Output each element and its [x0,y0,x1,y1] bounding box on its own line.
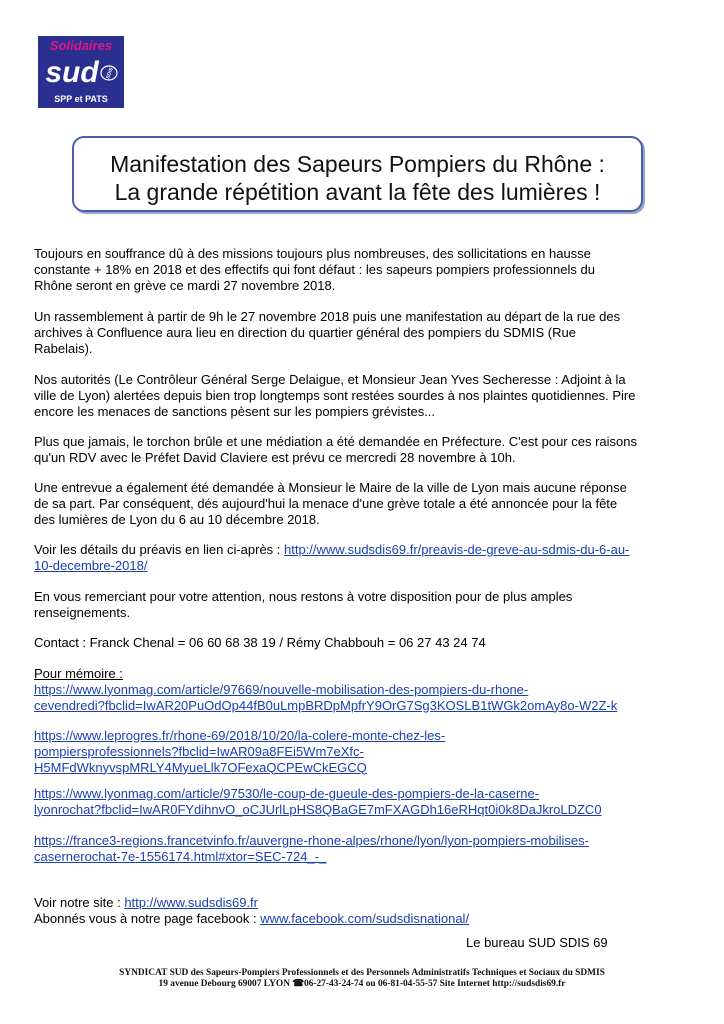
title-line-2: La grande répétition avant la fête des lumières ! [114,179,601,205]
paragraph-line: encore les menaces de sanctions pèsent sur les pompiers grévistes... [34,403,436,419]
footer-line-1: SYNDICAT SUD des Sapeurs-Pompiers Professionnels et des Personnels Administratifs Techniques et Sociaux du SDMIS [119,968,605,978]
preavis-line [34,542,674,558]
memo-link-3-continued[interactable]: lyonrochat?fbclid=IwAR0FYdihnvO_oCJUrlLpHS8QBaGE7mFXAGDh16eRHqt0i0k8DaJkroLDZC0 [34,801,602,817]
preavis-paragraph [34,542,674,574]
memo-link-2-block [34,728,674,775]
preavis-text: Voir les détails du préavis en lien ci-après : [34,542,285,557]
thanks-paragraph [34,589,674,621]
title-box [72,136,643,212]
preavis-link-continued[interactable]: 10-decembre-2018/ [34,557,148,573]
memo-link-4[interactable]: https://france3-regions.francetvinfo.fr/auvergne-rhone-alpes/rhone/lyon/lyon-pompiers-mobilises- [34,833,589,848]
memo-link-2-continued[interactable]: H5MFdWknyvspMRLY4MyueLlk7OFexaQCPEwCkEGCQ [34,759,367,775]
contact-text: Contact : Franck Chenal = 06 60 68 38 19 / Rémy Chabbouh = 06 27 43 24 74 [34,635,486,650]
memo-link-4-continued[interactable]: casernerochat-7e-1556174.html#xtor=SEC-724_-_ [34,848,327,864]
paragraph-line: Rhône seront en grève ce mardi 27 novembre 2018. [34,277,336,293]
site-label: Voir notre site : [34,895,125,910]
site-line [34,895,674,911]
memo-link-4-block [34,833,674,865]
memo-block [34,666,674,713]
paragraph-line: Une entrevue a également été demandée à Monsieur le Maire de la ville de Lyon mais aucune réponse [34,480,627,495]
memo-link-1[interactable]: https://www.lyonmag.com/article/97669/nouvelle-mobilisation-des-pompiers-du-rhone- [34,681,529,697]
paragraph-line: des lumières de Lyon du 6 au 10 décembre 2018. [34,511,320,527]
paragraph-1 [34,246,674,293]
paragraph-line: Nos autorités (Le Contrôleur Général Serge Delaigue, et Monsieur Jean Yves Secheresse : Adjoint à la [34,372,626,387]
facebook-line [34,911,674,927]
logo-main-text: sud [45,56,99,89]
logo-bottom-text: SPP et PATS [54,94,108,104]
paragraph-line: constante + 18% en 2018 et des effectifs qui font défaut : les sapeurs pompiers professionnels du [34,261,595,277]
paragraph-line: Rabelais). [34,340,93,356]
memo-link-1-continued[interactable]: cevendredi?fbclid=IwAR20PuOdOp44fB0uLmpBRDpMpfrY9OrG7Sg3KOSLB1tWGk2omAy8o-W2Z-k [34,697,618,713]
title-line-1: Manifestation des Sapeurs Pompiers du Rhône : [110,151,605,177]
paragraph-line: Plus que jamais, le torchon brûle et une médiation a été demandée en Préfecture. C'est pour ces raisons [34,434,637,449]
site-block [34,895,674,927]
paragraph-line: de sa part. Par conséquent, dés aujourd'hui la menace d'une grève totale a été annoncée pour la fête [34,495,618,511]
contact-line [34,635,674,651]
memo-heading: Pour mémoire : [34,666,123,681]
memo-link-3[interactable]: https://www.lyonmag.com/article/97530/le-coup-de-gueule-des-pompiers-de-la-caserne- [34,786,540,801]
memo-link-3-block [34,786,674,818]
memo-link-2-continued[interactable]: pompiersprofessionnels?fbclid=IwAR09a8FEi5Wm7eXfc- [34,743,364,759]
paragraph-4 [34,434,674,466]
paragraph-line: Un rassemblement à partir de 9h le 27 novembre 2018 puis une manifestation au départ de la rue des [34,309,621,324]
footer-line-2: 19 avenue Debourg 69007 LYON ☎06-27-43-24-74 ou 06-81-04-55-57 Site Internet http://sudsdis69.fr [158,979,566,989]
memo-link-2[interactable]: https://www.leprogres.fr/rhone-69/2018/10/20/la-colere-monte-chez-les- [34,728,446,743]
paragraph-line: archives à Confluence aura lieu en direction du quartier général des pompiers du SDMIS (Rue [34,324,576,340]
paragraph-line: ville de Lyon) alertées depuis bien trop longtemps sont restées sourdes à nos plaintes quotidiennes. Pire [34,387,636,403]
paragraph-line: qu'un RDV avec le Préfet David Claviere est prévu ce mercredi 28 novembre à 10h. [34,449,516,465]
logo-side-text: SDIS [105,66,115,80]
facebook-link[interactable]: www.facebook.com/sudsdisnational/ [260,910,470,926]
site-link[interactable]: http://www.sudsdis69.fr [124,895,258,910]
paragraph-3 [34,372,674,419]
paragraph-5 [34,480,674,527]
sud-sdis-logo [38,36,124,108]
facebook-label: Abonnés vous à notre page facebook : [34,910,261,926]
paragraph-line: renseignements. [34,604,131,620]
paragraph-2 [34,309,674,356]
paragraph-line: En vous remerciant pour votre attention, nous restons à votre disposition pour de plus amples [34,589,573,604]
signature: Le bureau SUD SDIS 69 [466,935,608,950]
logo-top-text: Solidaires [49,38,113,53]
preavis-link[interactable]: http://www.sudsdis69.fr/preavis-de-greve-au-sdmis-du-6-au- [284,542,630,557]
paragraph-line: Toujours en souffrance dû à des missions toujours plus nombreuses, des sollicitations en hausse [34,246,591,261]
